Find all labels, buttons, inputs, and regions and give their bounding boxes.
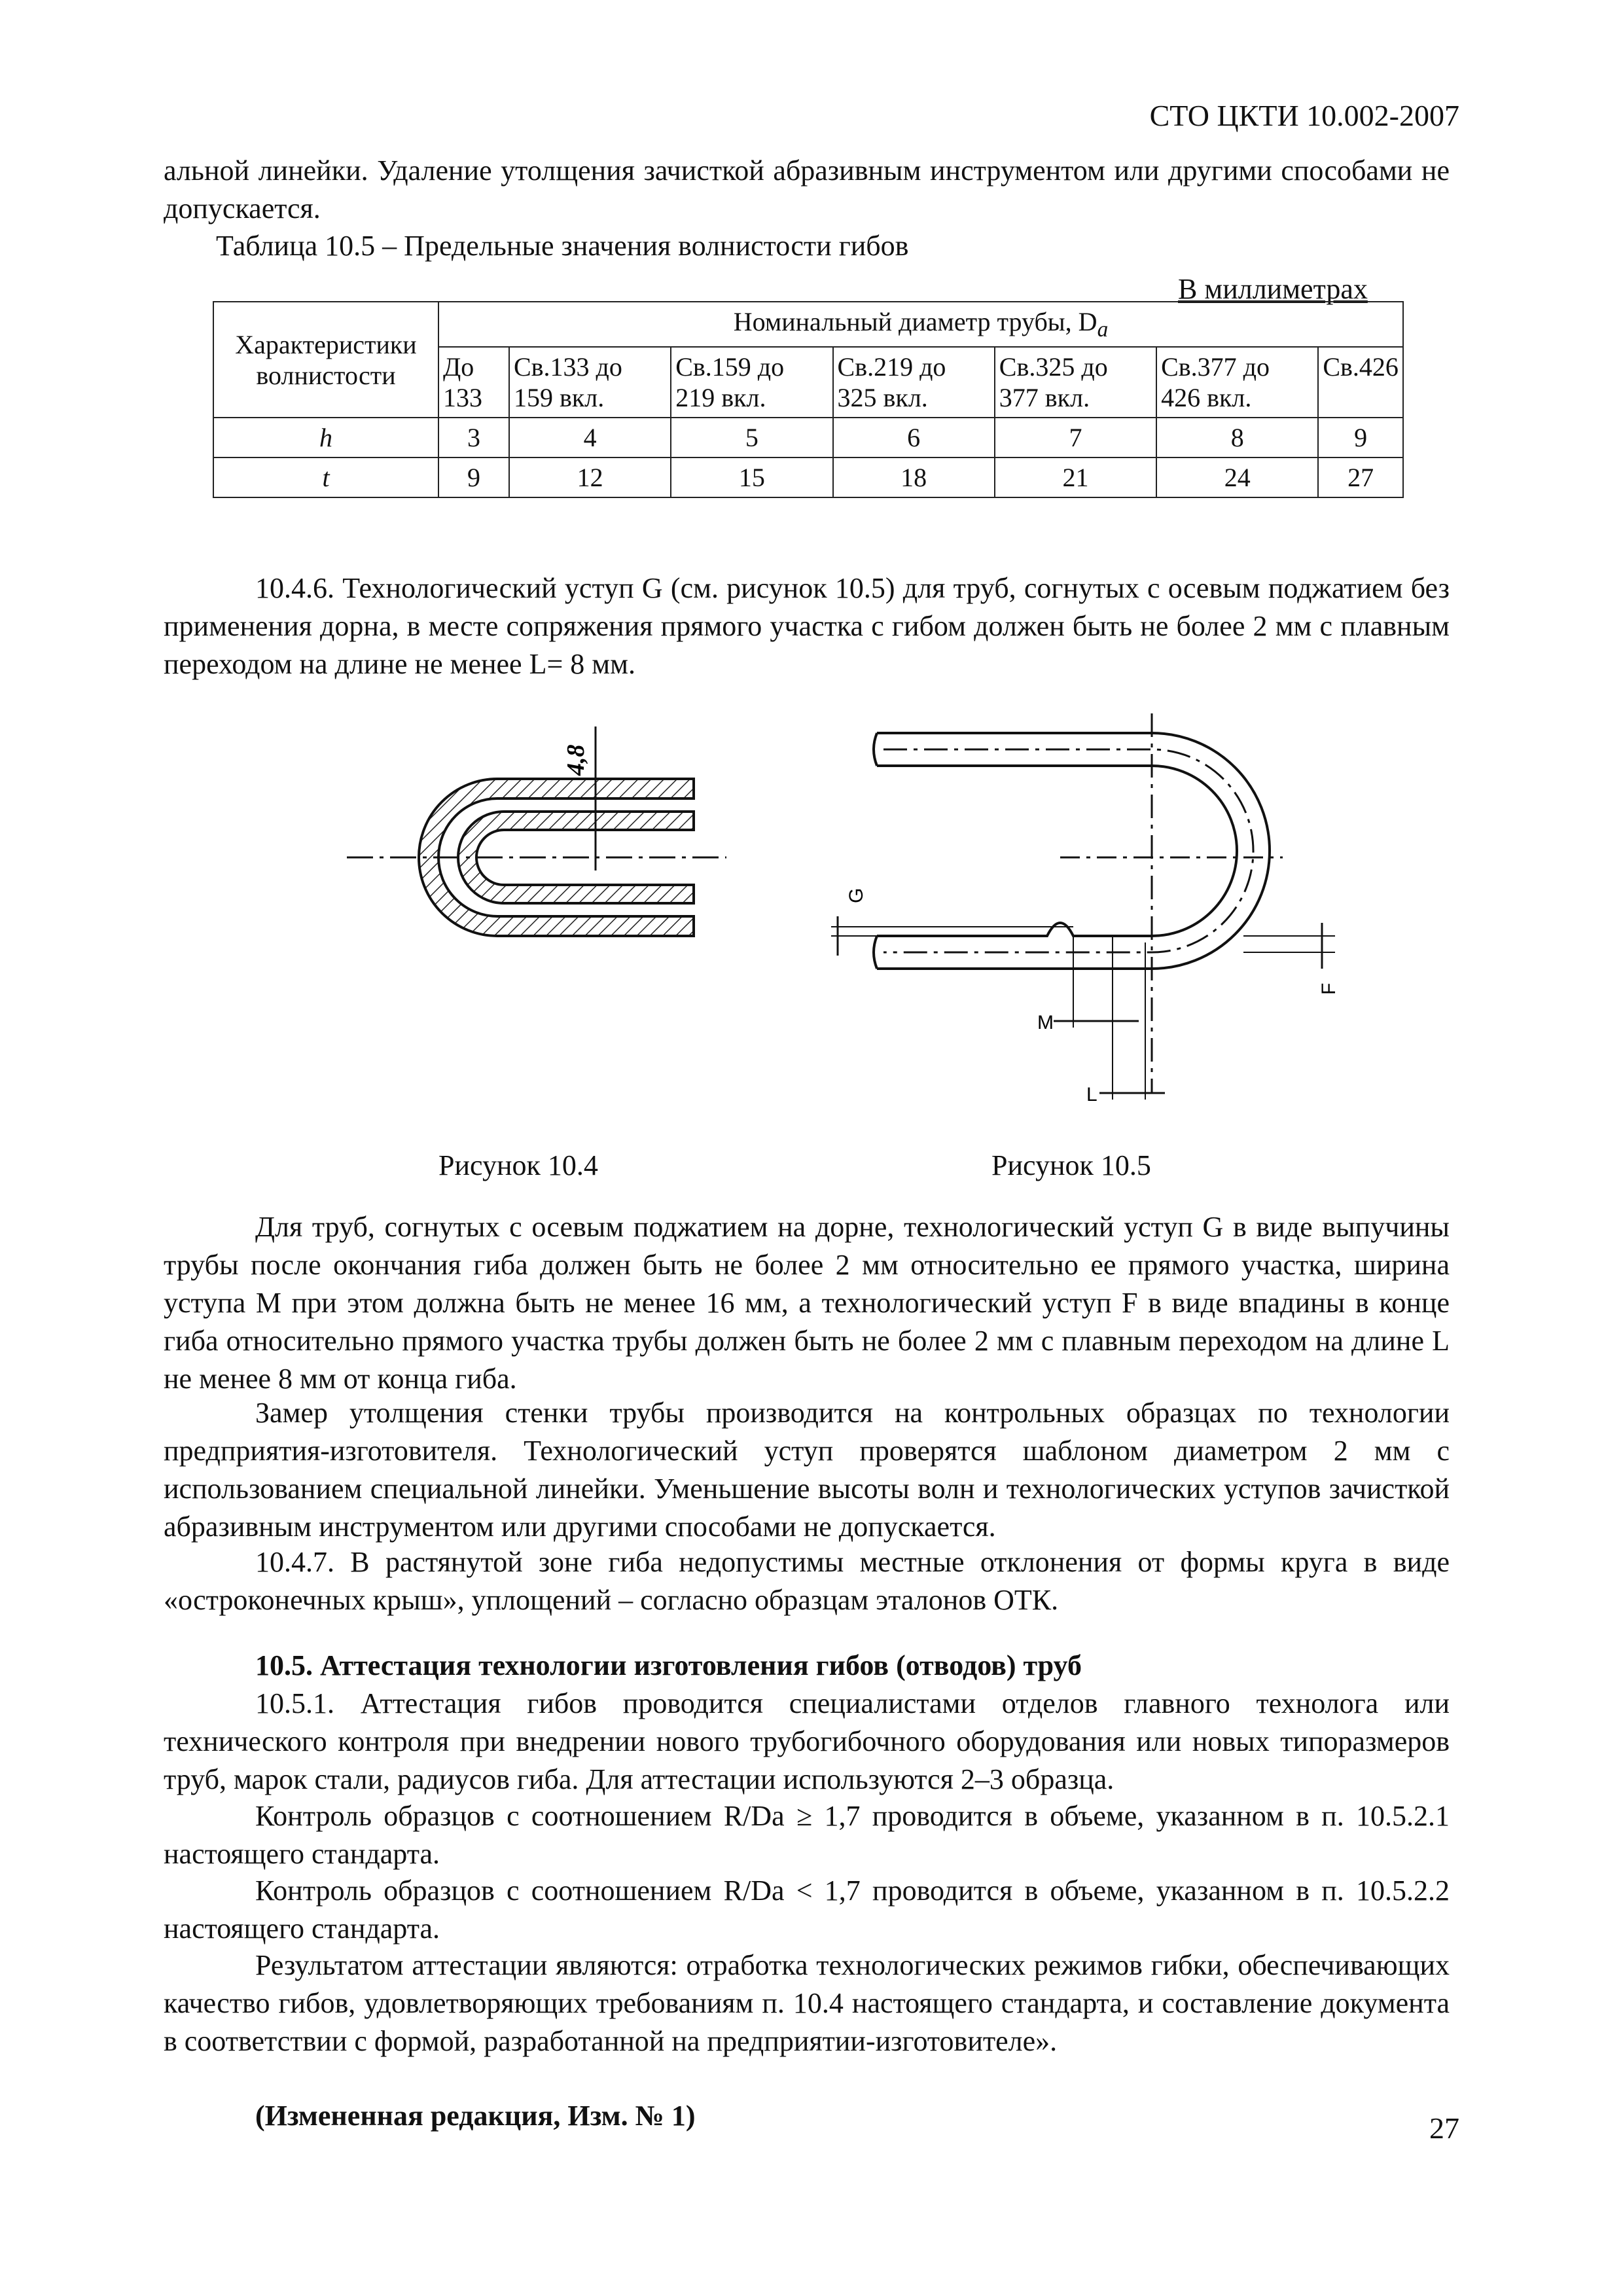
column-header: Св.159 до 219 вкл.: [671, 347, 832, 418]
table-cell: 4: [509, 418, 671, 457]
pipe-bend-drawing: [347, 726, 726, 936]
table-cell: 3: [438, 418, 509, 457]
paragraph-control-2: Контроль образцов с соотношением R/Da < 1,7 проводится в объеме, указанном в п. 10.5.2.2 настоящего стандарта.: [164, 1874, 1450, 1945]
row-header: Характеристики волнистости: [235, 329, 417, 390]
group-header-subscript: a: [1097, 317, 1109, 342]
u-bend-drawing: [831, 713, 1335, 1100]
label-m: M: [1037, 1012, 1054, 1033]
row-header-cell: [213, 302, 438, 418]
table-cell: 6: [833, 418, 995, 457]
figure-10-4: [340, 713, 733, 988]
paragraph-mandrel: Для труб, согнутых с осевым поджатием на дорне, технологический уступ G в виде выпучины трубы после окончания гиба должен быть не более 2 мм относительно ее прямого участка, ширина уступа M при этом должна быть не менее 16 мм, а технологический уступ F в виде впадины в конце гиба относительно прямого участка трубы должен быть не более 2 мм с плавным переходом на длине L не менее 8 мм от конца гиба.: [164, 1211, 1450, 1395]
table-row: [213, 457, 1403, 497]
paragraph-control-1: Контроль образцов с соотношением R/Da ≥ 1,7 проводится в объеме, указанном в п. 10.5.2.1 настоящего стандарта.: [164, 1800, 1450, 1870]
table-cell: 15: [671, 457, 832, 497]
label-f: F: [1318, 982, 1340, 995]
paragraph-measurement: Замер утолщения стенки трубы производится на контрольных образцах по технологии предприятия-изготовителя. Технологический уступ проверятся шаблоном диаметром 2 мм с использованием специальной линейки. Уменьшение высоты волн и технологических уступов зачисткой абразивным инструментом или другими способами не допускается.: [164, 1397, 1450, 1543]
table-units: В миллиметрах: [1178, 273, 1368, 305]
table-cell: 12: [509, 457, 671, 497]
row-label: h: [213, 418, 438, 457]
table-cell: 7: [995, 418, 1156, 457]
column-header: До 133: [438, 347, 509, 418]
group-header-cell: [438, 302, 1403, 347]
table-cell: 24: [1156, 457, 1318, 497]
table-cell: 9: [1318, 418, 1403, 457]
paragraph-result: Результатом аттестации являются: отработка технологических режимов гибки, обеспечивающих качество гибов, удовлетворяющих требованиям п. 10.4 настоящего стандарта, и составление документа в соответствии с формой, разработанной на предприятии-изготовителе».: [164, 1949, 1450, 2057]
table-cell: 21: [995, 457, 1156, 497]
column-header: Св.377 до 426 вкл.: [1156, 347, 1318, 418]
table-cell: 27: [1318, 457, 1403, 497]
table-row: [213, 418, 1403, 457]
table-cell: 18: [833, 457, 995, 497]
table-cell: 5: [671, 418, 832, 457]
column-header: Св.426: [1318, 347, 1403, 418]
page-number: 27: [1429, 2111, 1459, 2145]
paragraph-10-4-7: 10.4.7. В растянутой зоне гиба недопустимы местные отклонения от формы круга в виде «остроконечных крыш», уплощений – согласно образцам эталонов ОТК.: [164, 1546, 1450, 1616]
table-caption: Таблица 10.5 – Предельные значения волнистости гибов: [216, 230, 909, 262]
column-header: Св.219 до 325 вкл.: [833, 347, 995, 418]
document-header: СТО ЦКТИ 10.002-2007: [1149, 99, 1459, 132]
figure-10-5-caption: Рисунок 10.5: [991, 1149, 1151, 1181]
figure-10-4-caption: Рисунок 10.4: [438, 1149, 598, 1181]
intro-paragraph: альной линейки. Удаление утолщения зачисткой абразивным инструментом или другими способами не допускается.: [164, 154, 1450, 224]
wall-thickness-dimension: 4,8: [562, 744, 590, 776]
figure-10-5: [825, 707, 1387, 1113]
paragraph-10-5-1: 10.5.1. Аттестация гибов проводится специалистами отделов главного технолога или технического контроля при внедрении нового трубогибочного оборудования или новых типоразмеров труб, марок стали, радиусов гиба. Для аттестации используются 2–3 образца.: [164, 1687, 1450, 1795]
table-cell: 8: [1156, 418, 1318, 457]
label-g: G: [846, 888, 867, 903]
section-title-10-5: 10.5. Аттестация технологии изготовления гибов (отводов) труб: [255, 1649, 1082, 1681]
row-label: t: [213, 457, 438, 497]
label-l: L: [1086, 1084, 1097, 1105]
column-header: Св.133 до 159 вкл.: [509, 347, 671, 418]
group-header: Номинальный диаметр трубы, D: [733, 307, 1097, 336]
column-header: Св.325 до 377 вкл.: [995, 347, 1156, 418]
paragraph-10-4-6: 10.4.6. Технологический уступ G (см. рисунок 10.5) для труб, согнутых с осевым поджатием без применения дорна, в месте сопряжения прямого участка с гибом должен быть не более 2 мм с плавным переходом на длине не менее L= 8 мм.: [164, 572, 1450, 680]
edition-note: (Измененная редакция, Изм. № 1): [255, 2100, 696, 2132]
waviness-table: [213, 301, 1404, 498]
table-cell: 9: [438, 457, 509, 497]
